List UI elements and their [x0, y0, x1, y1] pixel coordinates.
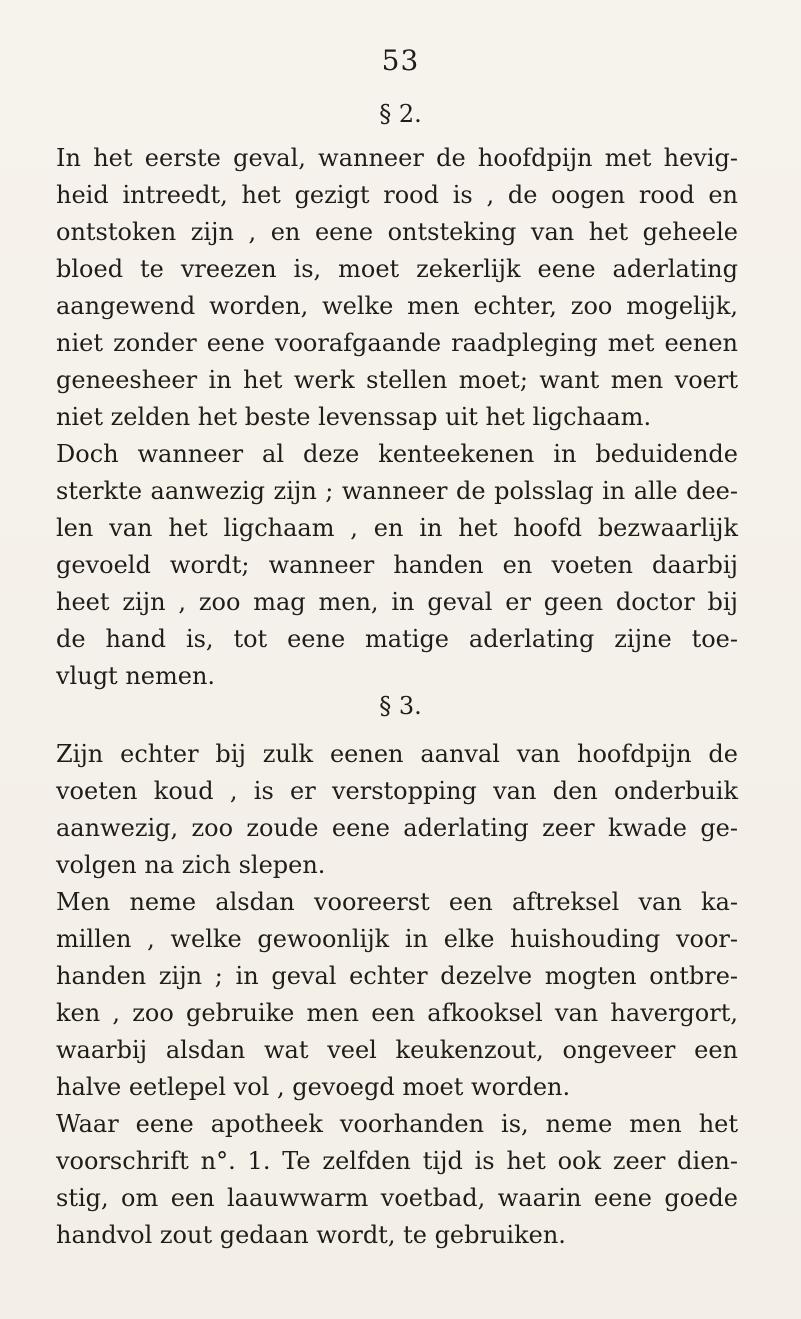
paragraph-line: stig, om een laauwwarm voetbad, waarin eene goede — [56, 1184, 738, 1212]
paragraph-line: len van het ligchaam , en in het hoofd bezwaarlijk — [56, 514, 738, 542]
paragraph-line: vlugt nemen. — [56, 662, 216, 690]
paragraph-line: gevoeld wordt; wanneer handen en voeten daarbij — [56, 551, 738, 579]
paragraph-line: geneesheer in het werk stellen moet; want men voert — [56, 366, 738, 394]
paragraph-line: Men neme alsdan vooreerst een aftreksel van ka- — [56, 888, 738, 916]
paragraph-line: voorschrift n°. 1. Te zelfden tijd is het ook zeer dien- — [56, 1147, 738, 1175]
paragraph-line: de hand is, tot eene matige aderlating zijne toe- — [56, 625, 738, 653]
paragraph-line: heid intreedt, het gezigt rood is , de oogen rood en — [56, 181, 738, 209]
paragraph-line: aangewend worden, welke men echter, zoo mogelijk, — [56, 292, 738, 320]
paragraph-line: Doch wanneer al deze kenteekenen in beduidende — [56, 440, 738, 468]
paragraph-line: niet zelden het beste levenssap uit het ligchaam. — [56, 403, 652, 431]
paragraph-line: halve eetlepel vol , gevoegd moet worden. — [56, 1073, 571, 1101]
paragraph-line: Waar eene apotheek voorhanden is, neme men het — [56, 1110, 738, 1138]
paragraph-line: bloed te vreezen is, moet zekerlijk eene aderlating — [56, 255, 738, 283]
section-heading-3: § 3. — [379, 692, 422, 720]
paragraph-line: millen , welke gewoonlijk in elke huishouding voor- — [56, 925, 738, 953]
paragraph-line: In het eerste geval, wanneer de hoofdpijn met hevig- — [56, 144, 738, 172]
paragraph-line: ontstoken zijn , en eene ontsteking van het geheele — [56, 218, 738, 246]
paragraph-line: handen zijn ; in geval echter dezelve mogten ontbre- — [56, 962, 738, 990]
section-heading-2: § 2. — [379, 100, 422, 128]
paragraph-line: volgen na zich slepen. — [56, 851, 326, 879]
paragraph-line: voeten koud , is er verstopping van den onderbuik — [56, 777, 738, 805]
paragraph-line: sterkte aanwezig zijn ; wanneer de polsslag in alle dee- — [56, 477, 738, 505]
paragraph-line: niet zonder eene voorafgaande raadpleging met eenen — [56, 329, 738, 357]
paragraph-line: handvol zout gedaan wordt, te gebruiken. — [56, 1221, 566, 1249]
paragraph-line: heet zijn , zoo mag men, in geval er geen doctor bij — [56, 588, 738, 616]
page-number: 53 — [381, 44, 420, 77]
paragraph-line: aanwezig, zoo zoude eene aderlating zeer kwade ge- — [56, 814, 738, 842]
paragraph-line: Zijn echter bij zulk eenen aanval van hoofdpijn de — [56, 740, 738, 768]
paragraph-line: ken , zoo gebruike men een afkooksel van havergort, — [56, 999, 738, 1027]
paragraph-line: waarbij alsdan wat veel keukenzout, ongeveer een — [56, 1036, 738, 1064]
